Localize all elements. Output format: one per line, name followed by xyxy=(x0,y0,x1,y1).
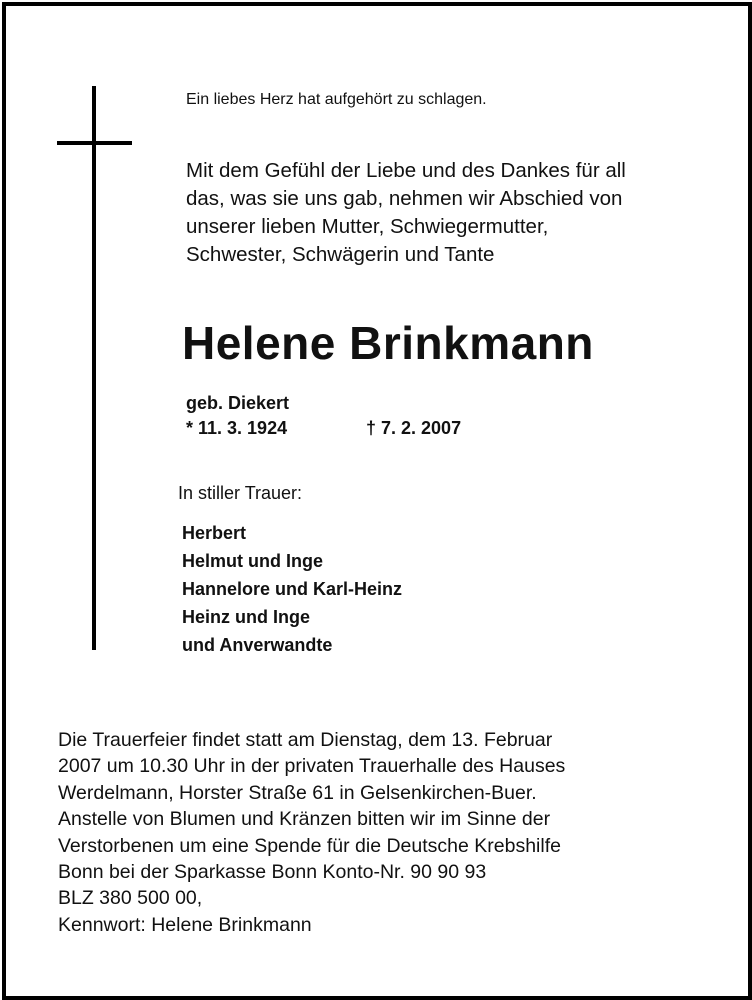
notice-line: Kennwort: Helene Brinkmann xyxy=(58,913,312,936)
death-date: † 7. 2. 2007 xyxy=(366,418,462,438)
notice-line: Bonn bei der Sparkasse Bonn Konto-Nr. 90 90 93 xyxy=(58,861,487,884)
mourner: Helmut und Inge xyxy=(182,551,323,571)
mourner: Heinz und Inge xyxy=(182,607,310,627)
birth-date: * 11. 3. 1924 xyxy=(186,418,288,438)
notice-line: Verstorbenen um eine Spende für die Deutsche Krebshilfe xyxy=(58,834,561,857)
notice-line: 2007 um 10.30 Uhr in der privaten Trauerhalle des Hauses xyxy=(58,755,566,778)
funeral-notice xyxy=(58,727,565,938)
mourner: Hannelore und Karl-Heinz xyxy=(182,579,403,599)
notice-line: BLZ 380 500 00, xyxy=(58,887,203,910)
notice-line: Anstelle von Blumen und Kränzen bitten wir im Sinne der xyxy=(58,808,551,831)
mourners-list xyxy=(182,519,402,659)
maiden-name: geb. Diekert xyxy=(186,393,290,413)
mourner: und Anverwandte xyxy=(182,635,333,655)
intro-text: Ein liebes Herz hat aufgehört zu schlagen. xyxy=(186,91,487,108)
farewell-paragraph xyxy=(186,157,626,269)
paragraph-line: das, was sie uns gab, nehmen wir Abschied von xyxy=(186,187,623,210)
paragraph-line: unserer lieben Mutter, Schwiegermutter, xyxy=(186,215,549,238)
deceased-name: Helene Brinkmann xyxy=(182,317,594,369)
mourner: Herbert xyxy=(182,523,247,543)
cross-horizontal-bar xyxy=(57,141,132,145)
mourning-label: In stiller Trauer: xyxy=(178,483,303,503)
paragraph-line: Schwester, Schwägerin und Tante xyxy=(186,243,495,266)
life-dates xyxy=(186,418,462,439)
notice-line: Werdelmann, Horster Straße 61 in Gelsenkirchen-Buer. xyxy=(58,781,537,804)
notice-line: Die Trauerfeier findet statt am Dienstag, dem 13. Februar xyxy=(58,729,553,751)
cross-vertical-bar xyxy=(92,86,96,650)
paragraph-line: Mit dem Gefühl der Liebe und des Dankes für all xyxy=(186,159,626,182)
